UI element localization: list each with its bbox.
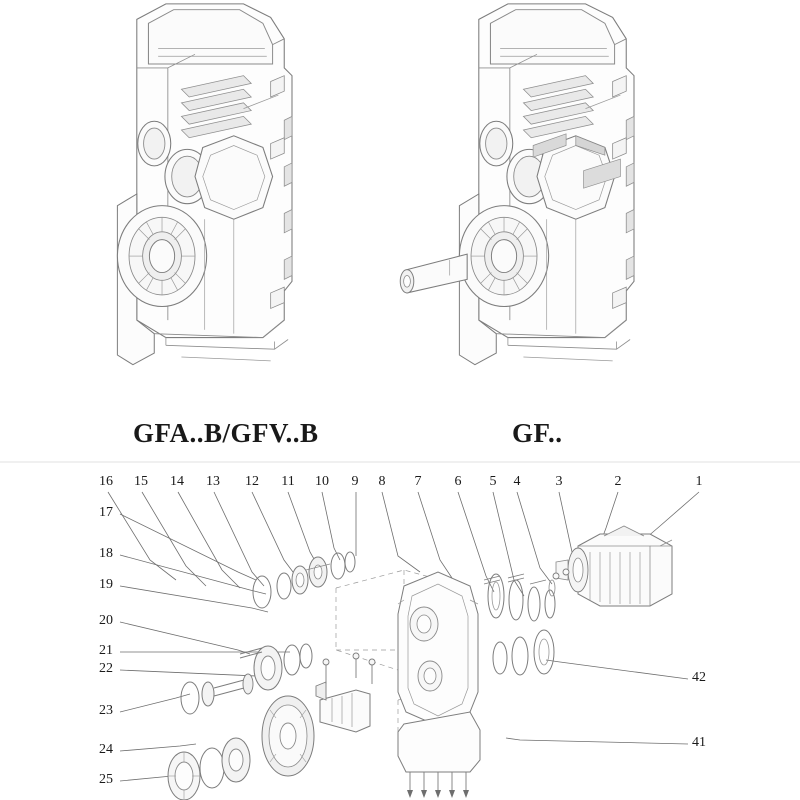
leader-lines-right xyxy=(506,660,688,744)
callout-top-10: 10 xyxy=(315,474,329,489)
callout-top-9: 9 xyxy=(351,474,359,489)
callout-top-12: 12 xyxy=(245,474,259,489)
motor-unit-part xyxy=(556,526,672,606)
callout-right-41: 41 xyxy=(692,735,706,750)
caption-left: GFA..B/GFV..B xyxy=(133,418,319,448)
callout-top-14: 14 xyxy=(170,474,184,489)
output-shaft xyxy=(400,254,467,293)
callout-top-7: 7 xyxy=(414,474,422,489)
callout-top-3: 3 xyxy=(555,474,563,489)
housing-part xyxy=(398,572,480,798)
callout-top-5: 5 xyxy=(489,474,497,489)
shaft-gear-parts xyxy=(168,552,375,800)
exploded-view xyxy=(108,492,699,800)
callout-left-23: 23 xyxy=(99,703,113,718)
callout-left-25: 25 xyxy=(99,772,113,787)
callout-left-21: 21 xyxy=(99,643,113,658)
callout-top-8: 8 xyxy=(378,474,386,489)
callout-left-19: 19 xyxy=(99,577,113,592)
caption-right: GF.. xyxy=(512,418,563,448)
gearbox-view-right xyxy=(400,4,634,365)
callout-top-6: 6 xyxy=(454,474,462,489)
callout-top-15: 15 xyxy=(134,474,148,489)
washer-ring-parts xyxy=(488,574,555,675)
callout-left-20: 20 xyxy=(99,613,113,628)
callout-left-17: 17 xyxy=(99,505,113,520)
callout-top-16: 16 xyxy=(99,474,113,489)
callout-top-11: 11 xyxy=(281,474,295,489)
callout-left-18: 18 xyxy=(99,546,113,561)
gearbox-view-left xyxy=(117,4,292,365)
callout-top-4: 4 xyxy=(513,474,521,489)
callout-left-22: 22 xyxy=(99,661,113,676)
callout-top-1: 1 xyxy=(695,474,703,489)
callout-left-24: 24 xyxy=(99,742,113,757)
callout-top-13: 13 xyxy=(206,474,220,489)
callout-top-2: 2 xyxy=(614,474,622,489)
callout-right-42: 42 xyxy=(692,670,706,685)
